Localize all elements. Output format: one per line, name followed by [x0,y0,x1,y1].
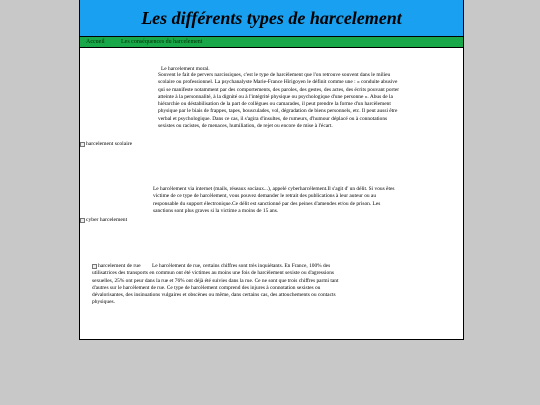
section-cyber-text: Le harcèlement via internet (mails, réseaux sociaux...), appelé cyberharcèlement.Il s'agit d' un délit. Si vous êtes victime de ce type de harcèlement, vous pouvez demander le retrait des publications à leur auteur ou au responsable du support électronique.Ce délit est sanctionné par des peines d'amendes et/ou de prison. Les sanctions sont plus graves si la victime a moins de 15 ans. [153,186,395,214]
harcelement-scolaire-image [80,141,132,147]
nav-link-consequences[interactable]: Les conséquences du harcelement [121,39,203,45]
section-moral-text: Souvent le fait de pervers narcissiques, c'est le type de harcèlement que l'on retrouve souvent dans le milieu scolaire ou professionnel. La psychanalyste Marie-France Hirigoyen le définit comme une : « conduite abusive qui se manifeste notamment par des comportements, des paroles, des gestes, des actes, des écrits pouvant porter atteinte à la personnalité, à la dignité ou à l'intégrité physique ou psychologique d'une personne ». Abus de la hiérarchie ou déstabilisation de la part de collègues ou camarades, il peut prendre la forme d'un harcèlement physique par le biais de frappes, tapes, bousculades, vol, dégradation de biens personnels, etc. Il peut aussi être verbal et psychologique. Dans ce cas, il s'agira d'insultes, de rumeurs, d'humour déplacé ou à connotations sexistes ou racistes, de menaces, humiliation, de rejet ou encore de mise à l'écart. [158,72,400,130]
image-alt-text: harcelement scolaire [86,141,133,147]
nav-bar [80,37,463,48]
page-title: Les différents types de harcelement [141,7,402,28]
broken-image-icon [92,264,97,269]
harcelement-rue-image [92,263,141,269]
page-container [79,0,464,340]
image-alt-text: harcelement de rue [98,263,141,269]
nav-link-home[interactable]: Accueil [86,39,105,45]
section-moral-title: Le harcelement moral. [161,66,210,72]
site-header [80,0,463,37]
image-alt-text: cyber harcelement [86,217,128,223]
broken-image-icon [80,142,85,147]
broken-image-icon [80,218,85,223]
cyber-harcelement-image [80,217,127,223]
section-rue-text: Le harcèlement de rue, certains chiffres sont très inquiétants. En France, 100% des utilisatrices des transports en commun ont été victimes au moins une fois de harcèlement sexiste ou d'agressions sexuelles, 25% ont peur dans la rue et 76% ont déjà été suivies dans la rue. Ce ne sont que trois chiffres parmi tant d'autres sur le harcèlement de rue. Ce type de harcèlement comprend des injures à connotation sexistes ou dévalorisantes, des insinuations vulgaires et obscènes ou même, dans certains cas, des attouchements ou contacts physiques. [92,263,339,306]
